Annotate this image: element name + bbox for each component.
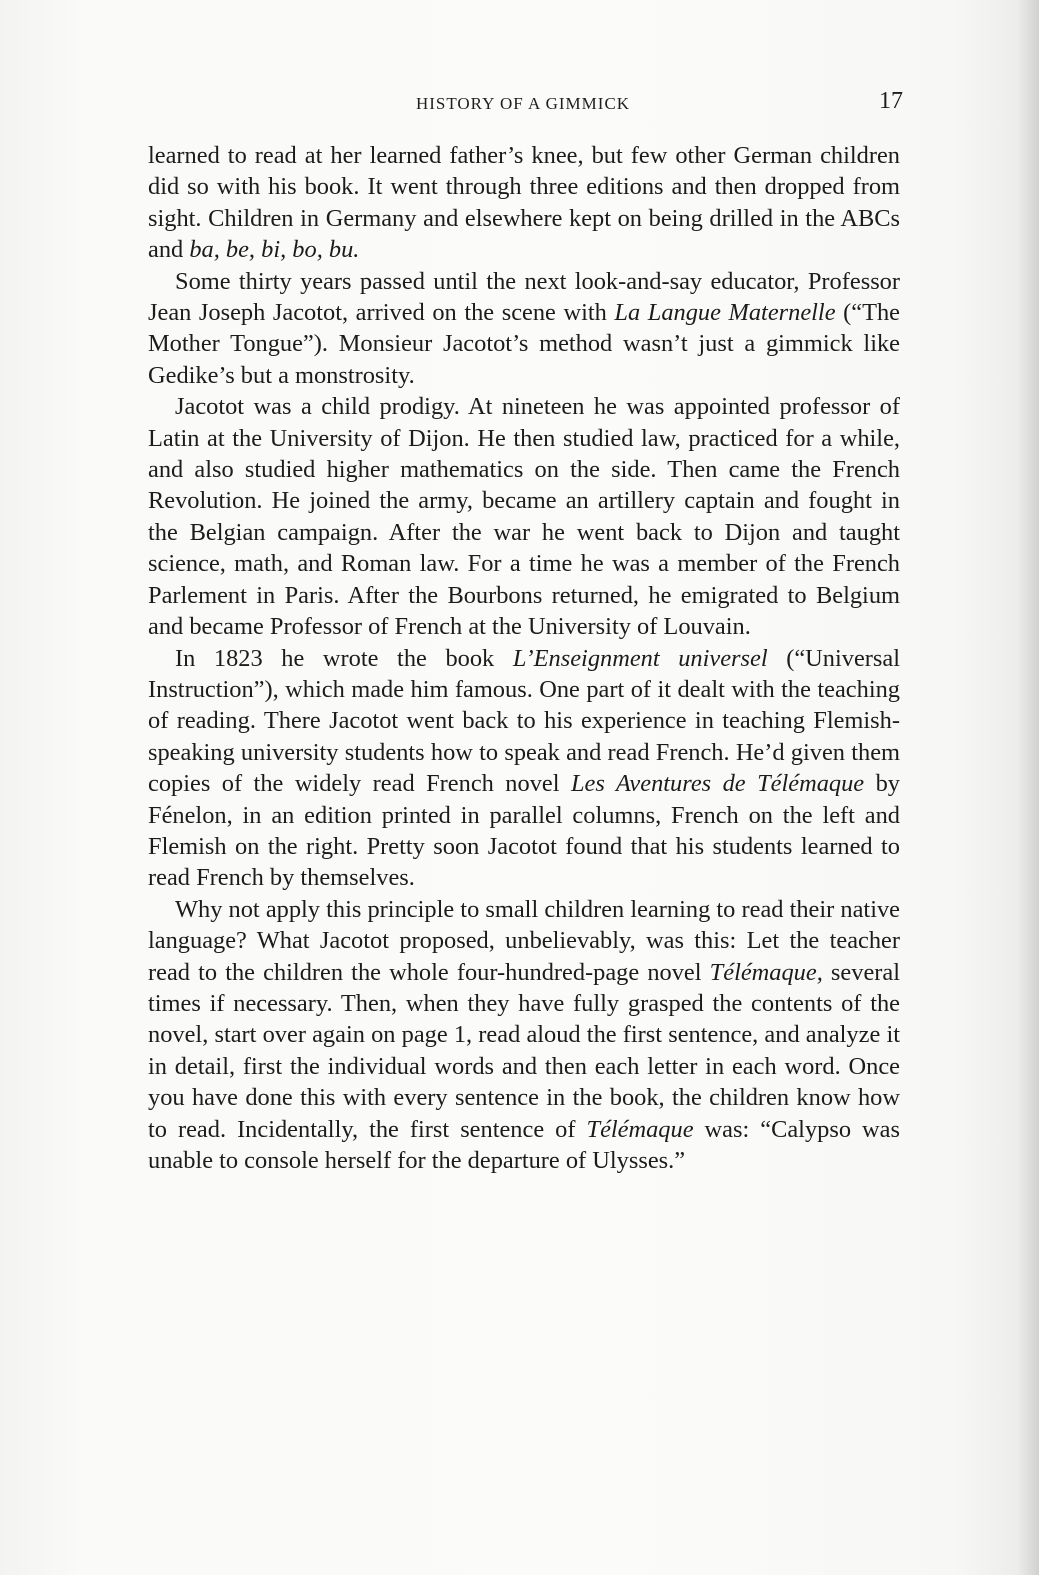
paragraph bbox=[148, 643, 900, 894]
italic-text: La Langue Maternelle bbox=[614, 299, 836, 327]
italic-text: L’Enseignment universel bbox=[512, 644, 768, 672]
text-run: In 1823 he wrote the book bbox=[175, 644, 513, 672]
text-run: by Fénelon, in an edition printed in parallel columns, French on the left and Flemish on the right. Pretty soon Jacotot found that his students learned to read French by themselves. bbox=[148, 770, 900, 892]
text-run: (“Universal Instruction”), which made him famous. One part of it dealt with the teaching of reading. There Jacotot went back to his experience in teaching Flemish-speaking university students how to speak and read French. He’d given them copies of the widely read French novel bbox=[148, 644, 900, 798]
running-head: HISTORY OF A GIMMICK bbox=[415, 94, 631, 113]
page-number: 17 bbox=[879, 88, 903, 114]
paragraph bbox=[148, 266, 900, 392]
paragraph bbox=[148, 140, 900, 266]
text-run: Some thirty years passed until the next look-and-say educator, Professor Jean Joseph Jacotot, arrived on the scene with bbox=[148, 267, 900, 327]
body-text bbox=[148, 140, 900, 1176]
paragraph bbox=[148, 391, 900, 642]
italic-text: Télémaque, bbox=[709, 958, 823, 986]
text-run: Why not apply this principle to small children learning to read their native language? What Jacotot proposed, unbelievably, was this: Let the teacher read to the children the whole four-hundred-page novel bbox=[148, 895, 900, 986]
text-run: learned to read at her learned father’s knee, but few other German children did so with his book. It went through three editions and then dropped from sight. Children in Germany and elsewhere kept on being drilled in the ABCs and bbox=[148, 142, 900, 264]
text-run: Jacotot was a child prodigy. At nineteen he was appointed professor of Latin at the University of Dijon. He then studied law, practiced for a while, and also studied higher mathematics on the side. Then came the French Revolution. He joined the army, became an artillery captain and fought in the Belgian campaign. After the war he went back to Dijon and taught science, math, and Roman law. For a time he was a member of the French Parlement in Paris. After the Bourbons returned, he emigrated to Belgium and became Professor of French at the University of Louvain. bbox=[148, 393, 900, 641]
text-run: was: “Calypso was unable to console herself for the departure of Ulysses.” bbox=[148, 1115, 900, 1174]
italic-text: Les Aventures de Télémaque bbox=[570, 770, 865, 798]
paragraph bbox=[148, 894, 900, 1177]
italic-text: ba, be, bi, bo, bu. bbox=[189, 236, 360, 264]
text-run: several times if necessary. Then, when they have fully grasped the contents of the novel, start over again on page 1, read aloud the first sentence, and analyze it in detail, first the individual words and then each letter in each word. Once you have done this with every sentence in the book, the children know how to read. Incidentally, the first sentence of bbox=[148, 958, 900, 1143]
text-run: (“The Mother Tongue”). Monsieur Jacotot’s method wasn’t just a gimmick like Gedike’s but a monstrosity. bbox=[148, 299, 901, 389]
page-header bbox=[147, 88, 903, 122]
italic-text: Télémaque bbox=[586, 1115, 694, 1143]
binding-shadow bbox=[1017, 0, 1039, 1575]
